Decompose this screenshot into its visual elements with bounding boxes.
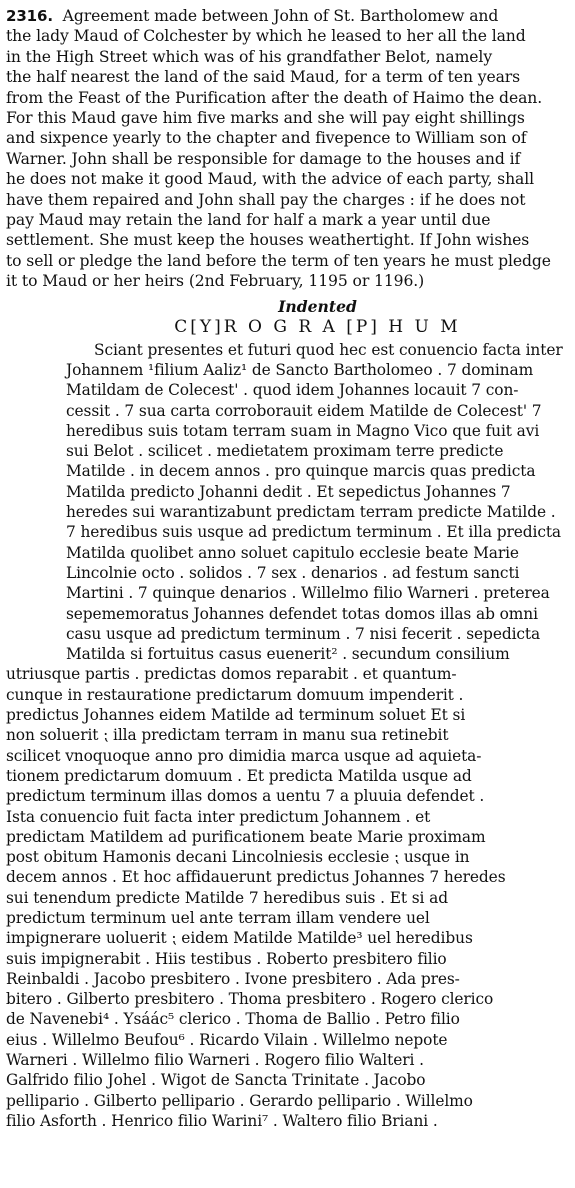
charter-line: Matilda predicto Johanni dedit . Et sepedictus Johannes 7 [66,482,511,501]
chirograph-heading: C[Y]R O G R A [P] H U M [174,316,461,337]
charter-line: Reinbaldi . Jacobo presbitero . Ivone presbitero . Ada pres- [6,969,460,988]
charter-line: Galfrido filio Johel . Wigot de Sancta Trinitate . Jacobo [6,1071,426,1090]
summary-line: Warner. John shall be responsible for damage to the houses and if [6,149,521,168]
summary-line: and sixpence yearly to the chapter and fivepence to William son of [6,129,527,148]
summary-line: in the High Street which was of his grandfather Belot, namely [6,47,493,66]
charter-line: suis impignerabit . Hiis testibus . Roberto presbitero filio [6,949,447,968]
charter-line: sui Belot . scilicet . medietatem proximam terre predicte [66,442,504,461]
charter-line: 7 heredibus suis usque ad predictum terminum . Et illa predicta [66,523,561,542]
charter-line: predictus Johannes eidem Matilde ad terminum soluet Et si [6,706,466,725]
charter-text-indented [66,340,569,665]
charter-line: pellipario . Gilberto pellipario . Gerardo pellipario . Willelmo [6,1091,473,1110]
charter-line: utriusque partis . predictas domos reparabit . et quantum- [6,665,457,684]
charter-line: cunque in restauratione predictarum domuum impenderit . [6,685,464,704]
entry-number: 2316. [6,7,53,25]
charter-text-full [6,664,569,1131]
charter-line: Ista conuencio fuit facta inter predictum Johannem . et [6,807,431,826]
charter-line: Matildam de Colecest' . quod idem Johannes locauit 7 con- [66,381,519,400]
indented-label: Indented [278,296,357,316]
summary-line: to sell or pledge the land before the term of ten years he must pledge [6,251,551,270]
charter-line: sepememoratus Johannes defendet totas domos illas ab omni [66,604,538,623]
summary-line: from the Feast of the Purification after the death of Haimo the dean. [6,88,543,107]
summary-line: the half nearest the land of the said Maud, for a term of ten years [6,68,521,87]
charter-line: filio Asforth . Henrico filio Warini⁷ . Waltero filio Briani . [6,1111,438,1130]
charter-line: tionem predictarum domuum . Et predicta Matilda usque ad [6,766,472,785]
charter-line: Matilda quolibet anno soluet capitulo ecclesie beate Marie [66,543,519,562]
charter-line: decem annos . Et hoc affidauerunt predictus Johannes 7 heredes [6,868,506,887]
charter-line: bitero . Gilberto presbitero . Thoma presbitero . Rogero clerico [6,990,494,1009]
summary-line: settlement. She must keep the houses weathertight. If John wishes [6,231,530,250]
summary-line: pay Maud may retain the land for half a mark a year until due [6,211,491,230]
charter-line: heredibus suis totam terram suam in Magno Vico que fuit avi [66,421,540,440]
charter-line: non soluerit ⁏ illa predictam terram in manu sua retinebit [6,726,449,745]
summary-line: For this Maud gave him five marks and she will pay eight shillings [6,109,525,128]
charter-line: sui tenendum predicte Matilde 7 heredibus suis . Et si ad [6,888,448,907]
summary-line: the lady Maud of Colchester by which he leased to her all the land [6,27,526,46]
summary-line: have them repaired and John shall pay the charges : if he does not [6,190,526,209]
entry-summary [6,6,569,292]
summary-line-0: 2316. Agreement made between John of St. Bartholomew and [6,7,499,25]
charter-line: predictum terminum illas domos a uentu 7 a pluuia defendet . [6,787,485,806]
charter-line: predictam Matildem ad purificationem beate Marie proximam [6,827,486,846]
charter-line: cessit . 7 sua carta corroborauit eidem Matilde de Colecest' 7 [66,401,542,420]
charter-line: eius . Willelmo Beufou⁶ . Ricardo Vilain . Willelmo nepote [6,1030,448,1049]
charter-line: Johannem ¹filium Aaliz¹ de Sancto Bartholomeo . 7 dominam [66,360,534,379]
charter-line: post obitum Hamonis decani Lincolniesis ecclesie ⁏ usque in [6,848,470,867]
charter-line: Matilda si fortuitus casus euenerit² . secundum consilium [66,645,510,664]
charter-line: Martini . 7 quinque denarios . Willelmo filio Warneri . preterea [66,584,550,603]
charter-line: predictum terminum uel ante terram illam vendere uel [6,909,430,927]
charter-line: Matilde . in decem annos . pro quinque marcis quas predicta [66,462,536,481]
summary-line: he does not make it good Maud, with the advice of each party, shall [6,170,535,189]
summary-line: it to Maud or her heirs (2nd February, 1195 or 1196.) [6,272,425,291]
charter-line: scilicet vnoquoque anno pro dimidia marca usque ad aquieta- [6,746,482,765]
charter-line: heredes sui warantizabunt predictam terram predicte Matilde . [66,503,556,522]
charter-line: impignerare uoluerit ⁏ eidem Matilde Matilde³ uel heredibus [6,929,473,948]
charter-line: de Navenebi⁴ . Ysáác⁵ clerico . Thoma de Ballio . Petro filio [6,1010,460,1029]
charter-line: casu usque ad predictum terminum . 7 nisi fecerit . sepedicta [66,624,541,643]
charter-line: Lincolnie octo . solidos . 7 sex . denarios . ad festum sancti [66,563,520,582]
charter-line: Sciant presentes et futuri quod hec est conuencio facta inter [94,340,563,359]
charter-line: Warneri . Willelmo filio Warneri . Rogero filio Walteri . [6,1051,424,1070]
